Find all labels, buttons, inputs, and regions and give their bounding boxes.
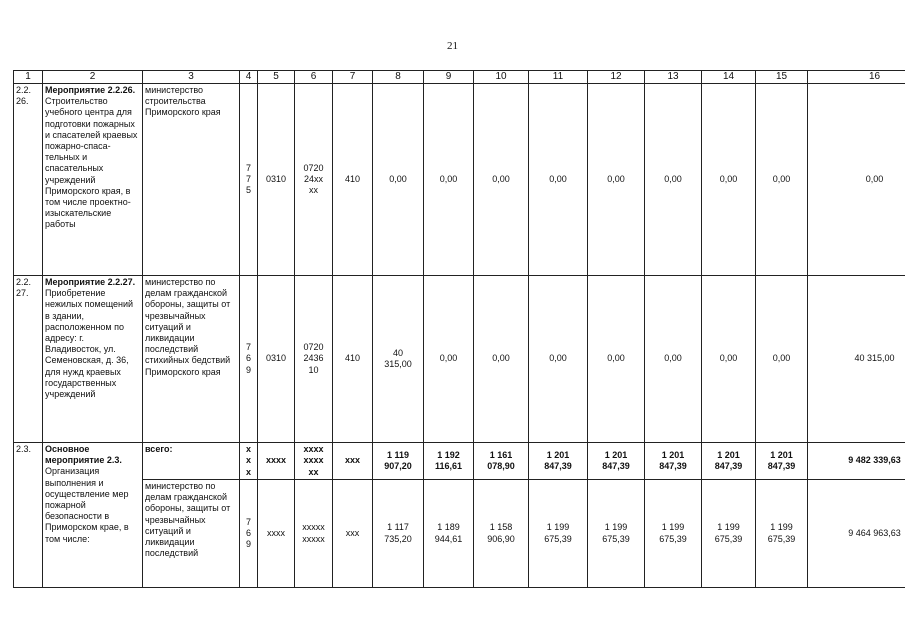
value-cell: 1 201 847,39	[645, 443, 702, 480]
table-row	[14, 276, 905, 443]
csr-cell: xxxxx xxxxx	[295, 480, 333, 588]
value-cell: 1 199 675,39	[645, 480, 702, 588]
col-header: 1	[14, 71, 43, 84]
rzpr-cell: xxxx	[258, 480, 295, 588]
total-cell: 0,00	[808, 84, 905, 276]
col-header: 5	[258, 71, 295, 84]
value-cell: 40 315,00	[373, 276, 424, 443]
value-cell: 1 201 847,39	[588, 443, 645, 480]
value-cell: 0,00	[424, 84, 474, 276]
activity-title: Мероприятие 2.2.27.	[45, 277, 136, 287]
rzpr-cell: 0310	[258, 276, 295, 443]
activity-description: Приобретение нежилых помещений в здании, расположенном по адресу: г. Владивосток, ул. Семеновская, д. 36, для нужд краевых государственных учреждений	[45, 288, 134, 400]
executor-cell: министерство строительства Приморского края	[143, 84, 240, 276]
value-cell: 0,00	[474, 276, 529, 443]
table-row	[14, 480, 905, 588]
value-cell: 1 201 847,39	[702, 443, 756, 480]
activity-description: Организация выполнения и осуществление мер пожарной безопасности в Приморском крае, в том числе:	[45, 466, 129, 544]
col-header: 9	[424, 71, 474, 84]
value-cell: 0,00	[702, 84, 756, 276]
value-cell: 1 119 907,20	[373, 443, 424, 480]
grbs-cell: 7 6 9	[240, 276, 258, 443]
activity-title: Основное мероприятие 2.3.	[45, 444, 122, 466]
value-cell: 1 192 116,61	[424, 443, 474, 480]
csr-cell: xxxx xxxx xx	[295, 443, 333, 480]
col-header: 2	[43, 71, 143, 84]
value-cell: 0,00	[645, 276, 702, 443]
col-header: 15	[756, 71, 808, 84]
row-id: 2.2. 26.	[14, 84, 43, 276]
value-cell: 1 189 944,61	[424, 480, 474, 588]
col-header: 6	[295, 71, 333, 84]
col-header: 16	[808, 71, 905, 84]
executor-cell: министерство по делам гражданской обороны, защиты от чрезвычайных ситуаций и ликвидации последствий	[143, 480, 240, 588]
vr-cell: 410	[333, 84, 373, 276]
budget-table	[13, 70, 905, 588]
col-header: 11	[529, 71, 588, 84]
total-cell: 9 482 339,63	[808, 443, 905, 480]
activity-title: Мероприятие 2.2.26.	[45, 85, 136, 95]
table-row-total	[14, 443, 905, 480]
total-cell: 40 315,00	[808, 276, 905, 443]
table-row	[14, 84, 905, 276]
rzpr-cell: 0310	[258, 84, 295, 276]
activity-cell	[43, 443, 143, 588]
grbs-cell: 7 6 9	[240, 480, 258, 588]
csr-cell: 0720 2436 10	[295, 276, 333, 443]
executor-cell: министерство по делам гражданской обороны, защиты от чрезвычайных ситуаций и ликвидации последствий стихийных бедствий Приморского края	[143, 276, 240, 443]
value-cell: 1 158 906,90	[474, 480, 529, 588]
row-id: 2.3.	[14, 443, 43, 588]
value-cell: 0,00	[756, 276, 808, 443]
col-header: 14	[702, 71, 756, 84]
value-cell: 1 161 078,90	[474, 443, 529, 480]
row-id: 2.2. 27.	[14, 276, 43, 443]
grbs-cell: 7 7 5	[240, 84, 258, 276]
value-cell: 0,00	[424, 276, 474, 443]
value-cell: 0,00	[373, 84, 424, 276]
total-cell: 9 464 963,63	[808, 480, 905, 588]
total-label: всего:	[143, 443, 240, 480]
col-header: 8	[373, 71, 424, 84]
value-cell: 1 199 675,39	[702, 480, 756, 588]
csr-cell: 0720 24xx xx	[295, 84, 333, 276]
value-cell: 0,00	[645, 84, 702, 276]
vr-cell: 410	[333, 276, 373, 443]
value-cell: 1 199 675,39	[529, 480, 588, 588]
col-header: 7	[333, 71, 373, 84]
col-header: 12	[588, 71, 645, 84]
value-cell: 1 201 847,39	[756, 443, 808, 480]
col-header: 10	[474, 71, 529, 84]
value-cell: 0,00	[702, 276, 756, 443]
col-header: 4	[240, 71, 258, 84]
vr-cell: xxx	[333, 480, 373, 588]
activity-description: Строительство учебного центра для подготовки пожарных и спасателей краевых пожарно-спаса-тельных и спасательных учреждений Приморского края, в том числе проектно-изыскательские работы	[45, 96, 138, 230]
column-header-row	[14, 71, 905, 84]
value-cell: 1 201 847,39	[529, 443, 588, 480]
grbs-cell: x x x	[240, 443, 258, 480]
value-cell: 0,00	[529, 276, 588, 443]
activity-cell	[43, 276, 143, 443]
vr-cell: xxx	[333, 443, 373, 480]
col-header: 13	[645, 71, 702, 84]
value-cell: 1 199 675,39	[588, 480, 645, 588]
page-number: 21	[447, 40, 458, 52]
value-cell: 0,00	[529, 84, 588, 276]
value-cell: 1 199 675,39	[756, 480, 808, 588]
value-cell: 1 117 735,20	[373, 480, 424, 588]
col-header: 3	[143, 71, 240, 84]
value-cell: 0,00	[588, 84, 645, 276]
rzpr-cell: xxxx	[258, 443, 295, 480]
value-cell: 0,00	[756, 84, 808, 276]
value-cell: 0,00	[588, 276, 645, 443]
value-cell: 0,00	[474, 84, 529, 276]
activity-cell	[43, 84, 143, 276]
